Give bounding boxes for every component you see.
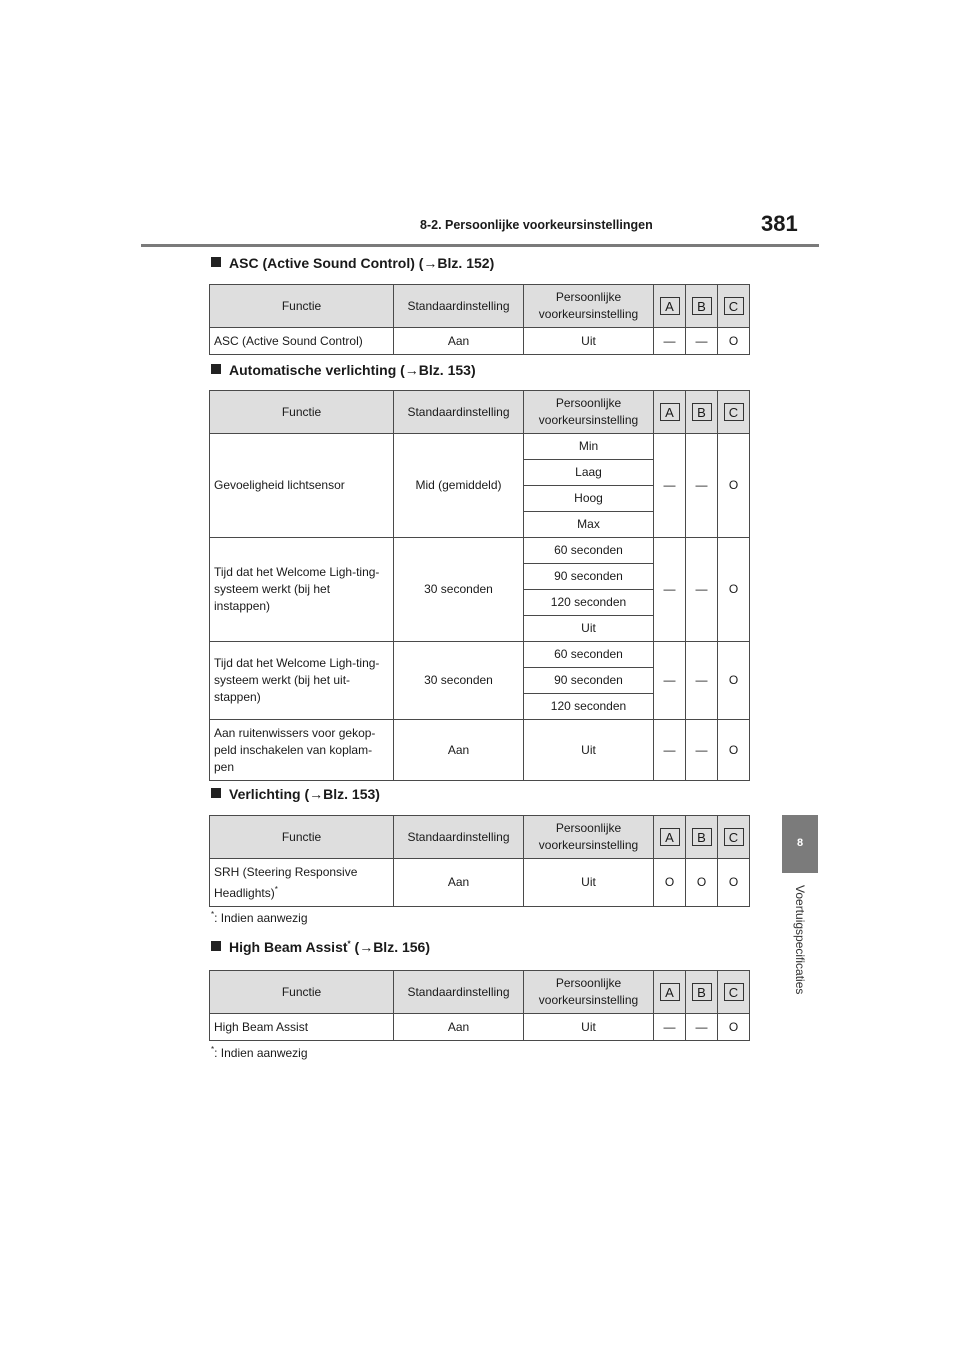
cell-b: —	[686, 720, 718, 781]
cell-default: Mid (gemiddeld)	[394, 434, 524, 538]
section-title-asc: ASC (Active Sound Control) (→Blz. 152)	[211, 255, 494, 271]
col-header-a	[654, 391, 686, 434]
cell-option: Uit	[524, 1014, 654, 1041]
table-lighting	[209, 815, 750, 907]
letter-box-c: C	[724, 828, 744, 846]
cell-function: Tijd dat het Welcome Ligh-ting-systeem werkt (bij het uit-stappen)	[210, 642, 394, 720]
cell-c: O	[718, 328, 750, 355]
col-header-a	[654, 816, 686, 859]
table-high-beam	[209, 970, 750, 1041]
col-header-c	[718, 391, 750, 434]
cell-b: —	[686, 642, 718, 720]
cell-function: ASC (Active Sound Control)	[210, 328, 394, 355]
col-header-a	[654, 285, 686, 328]
bullet-square-icon	[211, 941, 221, 951]
cell-default: 30 seconden	[394, 538, 524, 642]
col-header-b	[686, 391, 718, 434]
cell-option: Min	[524, 434, 654, 460]
col-header-c	[718, 816, 750, 859]
footnote: *: Indien aanwezig	[211, 910, 308, 925]
cell-b: —	[686, 538, 718, 642]
footnote: *: Indien aanwezig	[211, 1045, 308, 1060]
page-number: 381	[761, 211, 798, 236]
cell-a: —	[654, 1014, 686, 1041]
col-header-b	[686, 816, 718, 859]
col-header-persoonlijk: Persoonlijke voorkeursinstelling	[524, 285, 654, 328]
table-row	[210, 434, 750, 460]
section-title-lighting: Verlichting (→Blz. 153)	[211, 786, 380, 802]
section-title-auto-lighting: Automatische verlichting (→Blz. 153)	[211, 362, 476, 378]
bullet-square-icon	[211, 364, 221, 374]
letter-box-c: C	[724, 983, 744, 1001]
letter-box-b: B	[692, 403, 712, 421]
running-header: 8-2. Persoonlijke voorkeursinstellingen	[420, 218, 653, 232]
letter-box-b: B	[692, 983, 712, 1001]
cell-function: Tijd dat het Welcome Ligh-ting-systeem werkt (bij het instappen)	[210, 538, 394, 642]
cell-function: SRH (Steering Responsive Headlights)*	[210, 859, 394, 907]
letter-box-a: A	[660, 403, 680, 421]
cell-option: Uit	[524, 720, 654, 781]
cell-option: 60 seconden	[524, 642, 654, 668]
cell-function: High Beam Assist	[210, 1014, 394, 1041]
col-header-persoonlijk: Persoonlijke voorkeursinstelling	[524, 971, 654, 1014]
cell-default: Aan	[394, 859, 524, 907]
cell-option: 60 seconden	[524, 538, 654, 564]
col-header-functie: Functie	[210, 391, 394, 434]
col-header-c	[718, 971, 750, 1014]
cell-c: O	[718, 538, 750, 642]
col-header-standaard: Standaardinstelling	[394, 816, 524, 859]
col-header-c	[718, 285, 750, 328]
bullet-square-icon	[211, 257, 221, 267]
cell-default: Aan	[394, 720, 524, 781]
table-row	[210, 642, 750, 668]
cell-option: Hoog	[524, 486, 654, 512]
cell-a: —	[654, 642, 686, 720]
cell-b: —	[686, 328, 718, 355]
cell-c: O	[718, 720, 750, 781]
cell-default: Aan	[394, 1014, 524, 1041]
letter-box-a: A	[660, 297, 680, 315]
bullet-square-icon	[211, 788, 221, 798]
letter-box-a: A	[660, 983, 680, 1001]
letter-box-b: B	[692, 297, 712, 315]
letter-box-c: C	[724, 297, 744, 315]
cell-option: 120 seconden	[524, 590, 654, 616]
col-header-b	[686, 285, 718, 328]
cell-default: 30 seconden	[394, 642, 524, 720]
cell-function: Aan ruitenwissers voor gekop-peld inschakelen van koplam-pen	[210, 720, 394, 781]
cell-a: O	[654, 859, 686, 907]
chapter-tab	[782, 815, 818, 873]
cell-a: —	[654, 434, 686, 538]
footnote-marker: *	[274, 884, 278, 894]
table-row	[210, 720, 750, 781]
chapter-title: Voertuigspecificaties	[793, 885, 807, 995]
cell-option: Max	[524, 512, 654, 538]
col-header-b	[686, 971, 718, 1014]
col-header-standaard: Standaardinstelling	[394, 391, 524, 434]
cell-b: —	[686, 434, 718, 538]
cell-option: 120 seconden	[524, 694, 654, 720]
chapter-number: 8	[796, 837, 804, 849]
cell-option: 90 seconden	[524, 564, 654, 590]
cell-a: —	[654, 720, 686, 781]
col-header-standaard: Standaardinstelling	[394, 971, 524, 1014]
cell-option: 90 seconden	[524, 668, 654, 694]
table-row	[210, 328, 750, 355]
cell-option: Uit	[524, 616, 654, 642]
cell-c: O	[718, 859, 750, 907]
cell-a: —	[654, 538, 686, 642]
col-header-functie: Functie	[210, 285, 394, 328]
table-asc	[209, 284, 750, 355]
cell-c: O	[718, 434, 750, 538]
letter-box-c: C	[724, 403, 744, 421]
cell-b: O	[686, 859, 718, 907]
col-header-persoonlijk: Persoonlijke voorkeursinstelling	[524, 391, 654, 434]
cell-default: Aan	[394, 328, 524, 355]
letter-box-b: B	[692, 828, 712, 846]
cell-c: O	[718, 1014, 750, 1041]
cell-a: —	[654, 328, 686, 355]
cell-b: —	[686, 1014, 718, 1041]
cell-option: Uit	[524, 328, 654, 355]
table-row	[210, 538, 750, 564]
cell-option: Uit	[524, 859, 654, 907]
cell-option: Laag	[524, 460, 654, 486]
letter-box-a: A	[660, 828, 680, 846]
col-header-persoonlijk: Persoonlijke voorkeursinstelling	[524, 816, 654, 859]
table-row	[210, 859, 750, 907]
header-divider	[141, 244, 819, 247]
col-header-a	[654, 971, 686, 1014]
col-header-functie: Functie	[210, 971, 394, 1014]
col-header-standaard: Standaardinstelling	[394, 285, 524, 328]
table-row	[210, 1014, 750, 1041]
section-title-high-beam: High Beam Assist* (→Blz. 156)	[211, 939, 430, 955]
table-auto-lighting	[209, 390, 750, 781]
cell-function: Gevoeligheid lichtsensor	[210, 434, 394, 538]
col-header-functie: Functie	[210, 816, 394, 859]
cell-c: O	[718, 642, 750, 720]
